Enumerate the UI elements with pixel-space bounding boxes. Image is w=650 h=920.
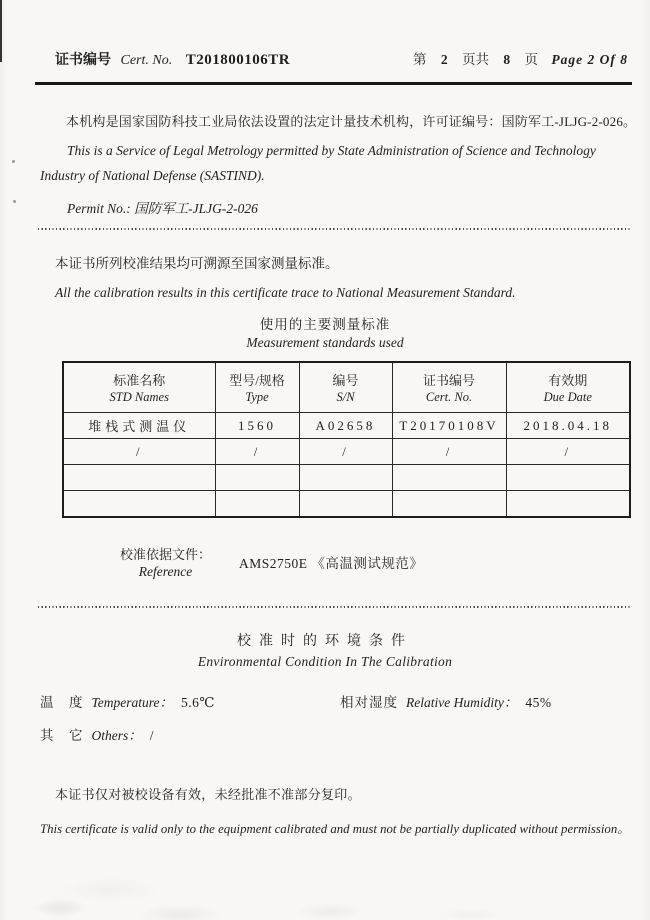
temperature-label-cn: 温 度: [40, 695, 84, 710]
traceability-statement-cn: 本证书所列校准结果均可溯源至国家测量标准。: [55, 256, 339, 271]
traceability-section: [55, 252, 622, 301]
humidity-label-en: Relative Humidity：: [406, 695, 518, 710]
validity-statement-en: This certificate is valid only to the equipment calibrated and must not be partially duplicated without permission。: [40, 822, 631, 836]
permit-number-line: Permit No.: 国防军工-JLJG-2-026: [67, 201, 258, 216]
scan-dot-artifact: [12, 160, 15, 163]
cell-due-date: /: [506, 439, 630, 465]
col-header-en: S/N: [336, 390, 355, 404]
page-number: 2: [440, 52, 448, 67]
col-header-sn: [299, 362, 392, 413]
cell-type: 1560: [215, 413, 299, 439]
col-header-cert-no: [392, 362, 506, 413]
standards-heading-en: Measurement standards used: [246, 335, 404, 350]
cell-cert-no: [392, 491, 506, 518]
validity-statement-cn: 本证书仅对被校设备有效，未经批准不准部分复印。: [55, 787, 361, 802]
page-word-ye: 页: [524, 52, 539, 67]
environment-row-1: [40, 691, 650, 711]
traceability-statement-en: All the calibration results in this certificate trace to National Measurement Standard.: [55, 285, 516, 300]
temperature-label-en: Temperature：: [91, 695, 174, 710]
cell-due-date: [506, 465, 630, 491]
cell-std-name: [63, 491, 215, 518]
dotted-separator-bottom: [38, 606, 632, 608]
table-row: [63, 439, 630, 465]
cell-type: [215, 465, 299, 491]
cell-cert-no: /: [392, 439, 506, 465]
cell-due-date: 2018.04.18: [506, 413, 630, 439]
temperature-field: [40, 691, 340, 711]
measurement-standards-table: [62, 361, 631, 518]
table-row: [63, 413, 630, 439]
scan-edge-artifact: [0, 0, 2, 62]
page-total: 8: [503, 52, 511, 67]
validity-statement: [40, 784, 631, 837]
environment-heading-cn: 校准时的环境条件: [237, 634, 413, 649]
cell-std-name: [63, 465, 215, 491]
intro-paragraph-en: This is a Service of Legal Metrology permitted by State Administration of Science and Technology Industry of National Defense (SASTIND).: [40, 143, 596, 183]
cell-std-name: /: [63, 439, 215, 465]
col-header-std-names: [63, 362, 215, 413]
cell-due-date: [506, 491, 630, 518]
certificate-number: T201800106TR: [185, 52, 291, 68]
humidity-value: 45%: [525, 695, 552, 710]
cell-cert-no: T20170108V: [392, 413, 506, 439]
environment-heading-en: Environmental Condition In The Calibration: [197, 654, 453, 669]
cert-no-label-cn: 证书编号: [55, 53, 111, 68]
others-field: [40, 724, 154, 744]
intro-section: [40, 111, 637, 217]
table-row: [63, 491, 630, 518]
environment-row-2: [40, 724, 650, 744]
header-rule: [35, 82, 632, 85]
col-header-cn: 有效期: [548, 373, 588, 388]
cell-sn: A02658: [299, 413, 392, 439]
scan-dot-artifact: [13, 200, 16, 203]
standards-heading: [0, 313, 650, 351]
reference-label-en: Reference: [138, 564, 193, 579]
humidity-label-cn: 相对湿度: [340, 695, 398, 710]
col-header-cn: 证书编号: [422, 373, 475, 388]
environment-heading: [0, 630, 650, 670]
cell-cert-no: [392, 465, 506, 491]
col-header-due-date: [506, 362, 630, 413]
dotted-separator-top: [38, 228, 632, 230]
page-indicator: [411, 48, 628, 68]
col-header-cn: 编号: [332, 373, 359, 388]
page-indicator-en: Page 2 Of 8: [551, 52, 628, 67]
cell-sn: [299, 491, 392, 518]
col-header-type: [215, 362, 299, 413]
others-value: /: [149, 728, 155, 743]
col-header-en: Cert. No.: [425, 390, 473, 404]
col-header-en: Due Date: [543, 390, 592, 404]
certificate-number-group: [55, 49, 290, 69]
reference-section: [120, 544, 650, 580]
cell-sn: [299, 465, 392, 491]
col-header-cn: 标准名称: [113, 373, 166, 388]
humidity-field: [340, 691, 552, 711]
reference-value: AMS2750E 《高温测试规范》: [239, 556, 424, 571]
table-header-row: [63, 362, 630, 413]
others-label-en: Others：: [91, 728, 142, 743]
intro-paragraph-cn: 本机构是国家国防科技工业局依法设置的法定计量技术机构，许可证编号：国防军工-JLJG-2-026。: [66, 114, 637, 129]
cell-sn: /: [299, 439, 392, 465]
cell-std-name: 堆栈式测温仪: [63, 413, 215, 439]
cell-type: /: [215, 439, 299, 465]
reference-label-cn: 校准依据文件：: [120, 547, 212, 562]
page-word-di: 第: [413, 52, 427, 67]
col-header-en: STD Names: [109, 390, 169, 404]
reference-labels: [120, 544, 211, 580]
cert-no-label-en: Cert. No.: [120, 53, 173, 68]
table-row: [63, 465, 630, 491]
standards-heading-cn: 使用的主要测量标准: [259, 317, 391, 332]
page-word-yegong: 页共: [462, 52, 490, 67]
col-header-cn: 型号/规格: [229, 373, 285, 388]
temperature-value: 5.6℃: [181, 695, 215, 710]
col-header-en: Type: [245, 390, 269, 404]
cell-type: [215, 491, 299, 518]
others-label-cn: 其 它: [40, 728, 84, 743]
page-header: [55, 48, 628, 69]
scan-noise-band: [0, 860, 650, 920]
